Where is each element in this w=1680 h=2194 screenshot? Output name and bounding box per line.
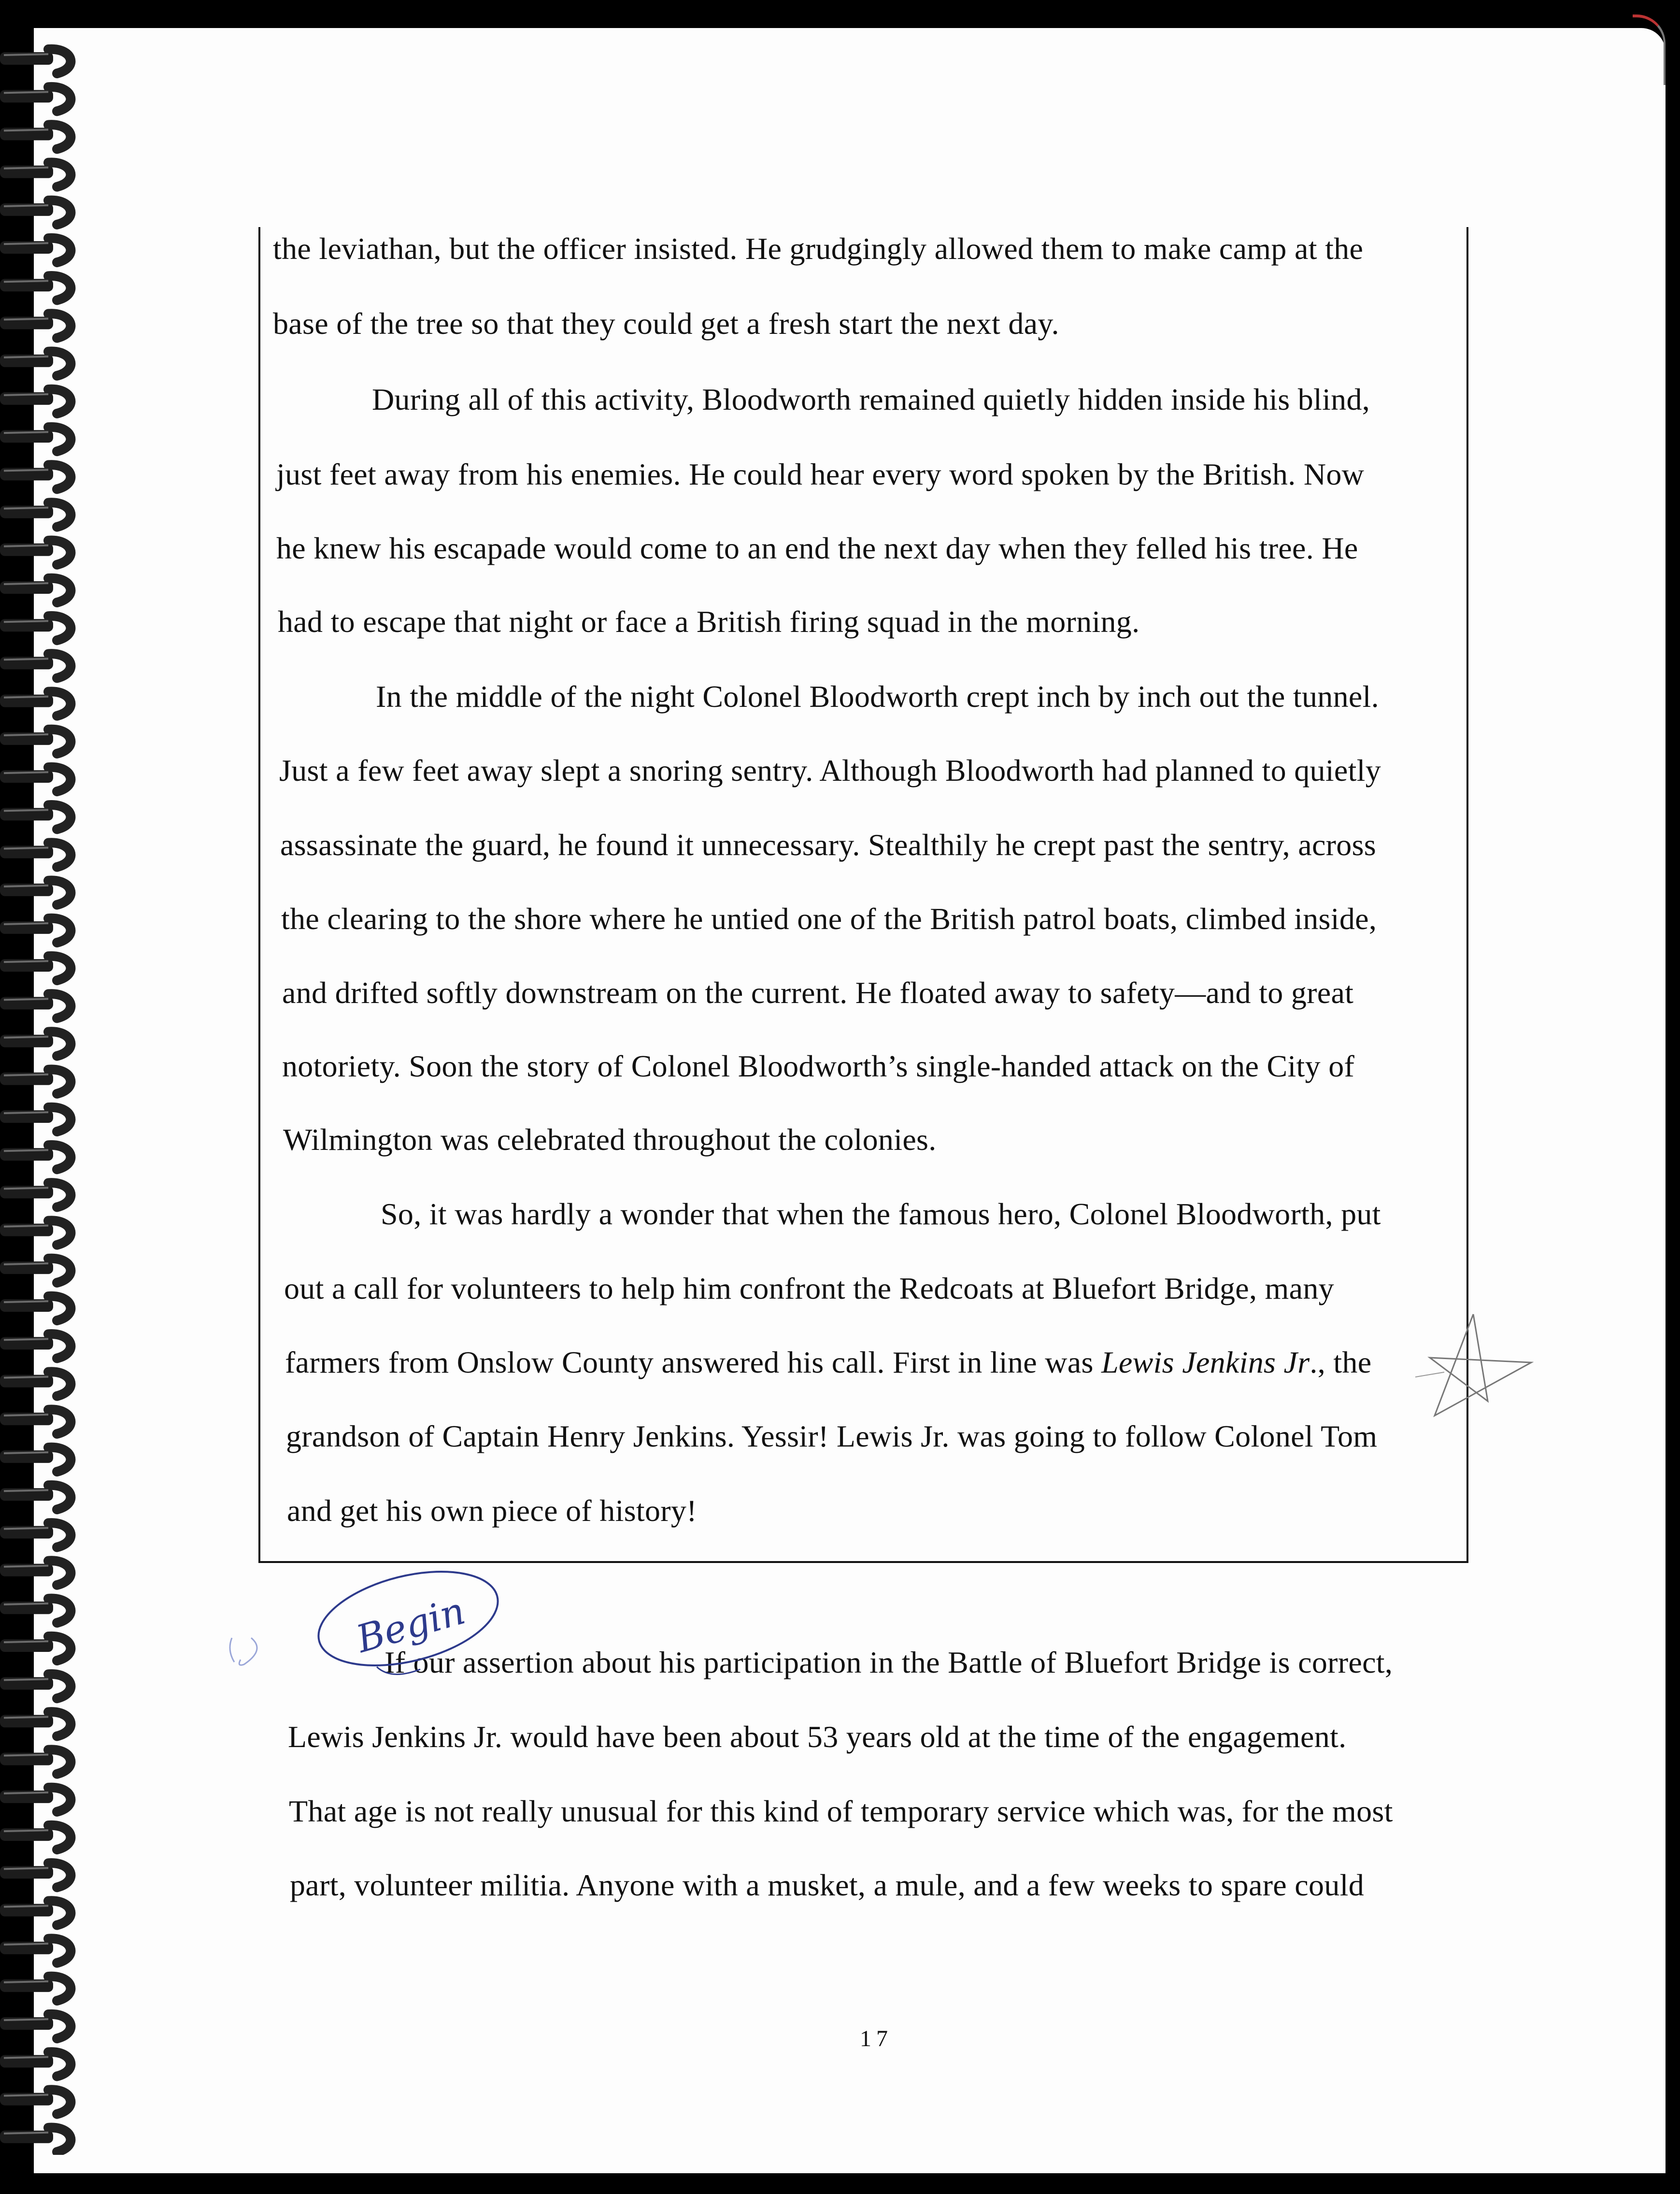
spiral-loop xyxy=(0,427,71,451)
spiral-loop xyxy=(0,654,71,678)
spiral-loop xyxy=(0,87,71,111)
spiral-loop xyxy=(0,1107,71,1132)
spiral-loop xyxy=(0,1296,71,1320)
boxed-line-16 xyxy=(285,1345,1371,1380)
spiral-loop xyxy=(0,1636,71,1661)
spiral-loop xyxy=(0,805,71,829)
spiral-loop xyxy=(0,880,71,904)
boxed-line-13: Wilmington was celebrated throughout the colonies. xyxy=(283,1122,937,1157)
boxed-line-9: assassinate the guard, he found it unnecessary. Stealthily he crept past the sentry, across xyxy=(280,828,1376,862)
body-line-3: That age is not really unusual for this kind of temporary service which was, for the most xyxy=(289,1794,1393,1828)
body-line-2: Lewis Jenkins Jr. would have been about 53 years old at the time of the engagement. xyxy=(288,1720,1347,1754)
spiral-loop xyxy=(0,162,71,186)
boxed-line-16-end: ., the xyxy=(1310,1345,1372,1379)
boxed-line-4: just feet away from his enemies. He could hear every word spoken by the British. Now xyxy=(276,457,1365,491)
spiral-loop xyxy=(0,2052,71,2076)
spiral-loop xyxy=(0,1145,71,1169)
spiral-loop xyxy=(0,389,71,414)
spiral-loop xyxy=(0,578,71,602)
spiral-loop xyxy=(0,465,71,489)
spiral-loop xyxy=(0,956,71,980)
spiral-loop xyxy=(0,49,71,73)
spiral-loop xyxy=(0,1259,71,1283)
spiral-loop xyxy=(0,2090,71,2114)
spiral-loop xyxy=(0,201,71,225)
spiral-loop xyxy=(0,1863,71,1887)
spiral-loop xyxy=(0,2014,71,2038)
boxed-line-12: notoriety. Soon the story of Colonel Bloodworth’s single-handed attack on the City of xyxy=(282,1049,1355,1083)
spiral-loop xyxy=(0,767,71,791)
spiral-loop xyxy=(0,994,71,1018)
spiral-loop xyxy=(0,502,71,527)
spiral-loop xyxy=(0,351,71,375)
spiral-loop xyxy=(0,1523,71,1547)
boxed-line-3: During all of this activity, Bloodworth remained quietly hidden inside his blind, xyxy=(372,382,1370,416)
spiral-loop xyxy=(0,1901,71,1925)
spiral-loop xyxy=(0,1788,71,1812)
handwritten-begin-note xyxy=(217,1565,517,1691)
spiral-loop xyxy=(0,1334,71,1358)
spiral-loop xyxy=(0,1448,71,1472)
hand-drawn-star-mark xyxy=(1415,1305,1541,1430)
spiral-loop xyxy=(0,843,71,867)
spiral-loop xyxy=(0,691,71,716)
spiral-loop xyxy=(0,1599,71,1623)
boxed-line-7: In the middle of the night Colonel Bloodworth crept inch by inch out the tunnel. xyxy=(376,679,1379,714)
boxed-line-11: and drifted softly downstream on the current. He floated away to safety—and to great xyxy=(282,975,1354,1010)
boxed-line-17: grandson of Captain Henry Jenkins. Yessir! Lewis Jr. was going to follow Colonel Tom xyxy=(286,1419,1378,1453)
boxed-line-8: Just a few feet away slept a snoring sentry. Although Bloodworth had planned to quietly xyxy=(279,753,1381,788)
spiral-loop xyxy=(0,1825,71,1850)
spiral-loop xyxy=(0,730,71,754)
spiral-loop xyxy=(0,1674,71,1698)
spiral-loop xyxy=(0,314,71,338)
spiral-loop xyxy=(0,1032,71,1056)
spiral-loop xyxy=(0,1938,71,1963)
body-line-1: If our assertion about his participation in the Battle of Bluefort Bridge is correct, xyxy=(384,1645,1393,1679)
boxed-line-2: base of the tree so that they could get a fresh start the next day. xyxy=(273,306,1059,341)
spiral-loop xyxy=(0,1183,71,1207)
spiral-loop xyxy=(0,1372,71,1396)
boxed-line-10: the clearing to the shore where he untied one of the British patrol boats, climbed inside, xyxy=(281,902,1377,936)
page-edge xyxy=(1633,14,1666,85)
boxed-line-5: he knew his escapade would come to an end the next day when they felled his tree. He xyxy=(276,531,1358,565)
body-line-4: part, volunteer militia. Anyone with a musket, a mule, and a few weeks to spare could xyxy=(290,1868,1364,1902)
boxed-line-16-start: farmers from Onslow County answered his call. First in line was xyxy=(285,1345,1102,1379)
spiral-loop xyxy=(0,276,71,300)
page-number: 17 xyxy=(860,2026,893,2051)
spiral-loop xyxy=(0,1409,71,1434)
handwritten-begin-text: Begin xyxy=(352,1589,470,1662)
spiral-loop xyxy=(0,1749,71,1774)
spiral-loop xyxy=(0,238,71,262)
spiral-loop xyxy=(0,1070,71,1094)
boxed-line-18: and get his own piece of history! xyxy=(287,1493,697,1528)
spiral-loop xyxy=(0,1485,71,1509)
spiral-loop xyxy=(0,616,71,640)
spiral-loop xyxy=(0,125,71,149)
spiral-binding xyxy=(0,39,82,2155)
spiral-loop xyxy=(0,541,71,565)
spiral-loop xyxy=(0,918,71,943)
boxed-line-1: the leviathan, but the officer insisted. He grudgingly allowed them to make camp at the xyxy=(273,231,1364,266)
boxed-line-14: So, it was hardly a wonder that when the famous hero, Colonel Bloodworth, put xyxy=(381,1197,1381,1231)
name-emphasis: Lewis Jenkins Jr xyxy=(1101,1345,1310,1379)
box-left-rule xyxy=(258,227,260,1561)
boxed-line-6: had to escape that night or face a British firing squad in the morning. xyxy=(278,604,1140,639)
boxed-line-15: out a call for volunteers to help him confront the Redcoats at Bluefort Bridge, many xyxy=(284,1271,1334,1305)
spiral-loop xyxy=(0,1561,71,1585)
spiral-loop xyxy=(0,1712,71,1736)
spiral-loop xyxy=(0,1977,71,2001)
spiral-loop xyxy=(0,1220,71,1245)
spiral-loop xyxy=(0,2128,71,2152)
